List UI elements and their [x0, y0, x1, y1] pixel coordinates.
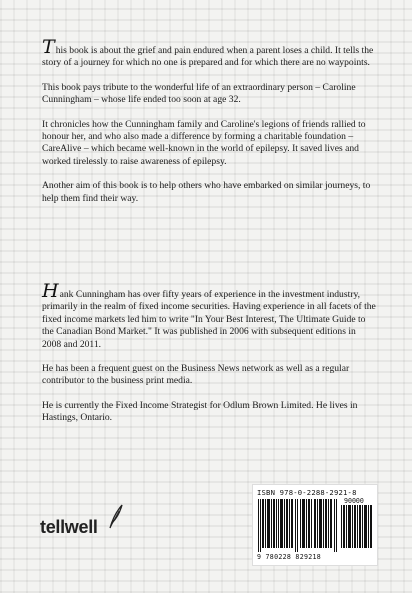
bio-paragraph-2: He has been a frequent guest on the Business News network as well as a regular contributor to the business print media. — [42, 363, 350, 387]
barcode-bars — [258, 499, 338, 552]
isbn-barcode — [252, 484, 378, 566]
bio-paragraph-3: He is currently the Fixed Income Strategist for Odlum Brown Limited. He lives in Hastings, Ontario. — [42, 399, 358, 424]
blurb-paragraph-1 — [42, 36, 377, 70]
quill-icon — [108, 503, 124, 529]
publisher-name: tellwell — [40, 517, 98, 537]
barcode-number: 9 780228 829218 — [257, 553, 322, 561]
blurb-paragraph-4: Another aim of this book is to help others who have embarked on similar journeys, to help them find their way. — [42, 180, 371, 204]
publisher-logo — [40, 517, 98, 538]
author-bio — [42, 280, 377, 437]
drop-cap: H — [42, 280, 59, 302]
bio-paragraph-1 — [42, 280, 377, 351]
book-blurb — [42, 36, 377, 217]
isbn-label: ISBN 978-0-2288-2921-8 — [257, 488, 357, 497]
addon-bars — [341, 505, 373, 548]
bio-text: ank Cunningham has over fifty years of experience in the investment industry, primarily in the realm of fixed income securities. Having experience in all facets of the fixed income markets led him to write "In Your Best Interest, The Ultimate Guide to the Canadian Bond Market." It was published in 2006 with subsequent editions in 2008 and 2011. — [42, 289, 376, 350]
addon-number: 90000 — [344, 497, 364, 505]
blurb-text: his book is about the grief and pain endured when a parent loses a child. It tells the story of a journey for which no one is prepared and for which there are no waypoints. — [42, 45, 374, 69]
drop-cap: T — [42, 36, 55, 58]
blurb-paragraph-3: It chronicles how the Cunningham family and Caroline's legions of friends rallied to honour her, and who also made a difference by forming a charitable foundation – CareAlive – which became well-known in the world of epilepsy. It saved lives and worked tirelessly to raise awareness of epilepsy. — [42, 118, 366, 167]
blurb-paragraph-2: This book pays tribute to the wonderful life of an extraordinary person – Caroline Cunningham – whose life ended too soon at age 32. — [42, 81, 356, 106]
